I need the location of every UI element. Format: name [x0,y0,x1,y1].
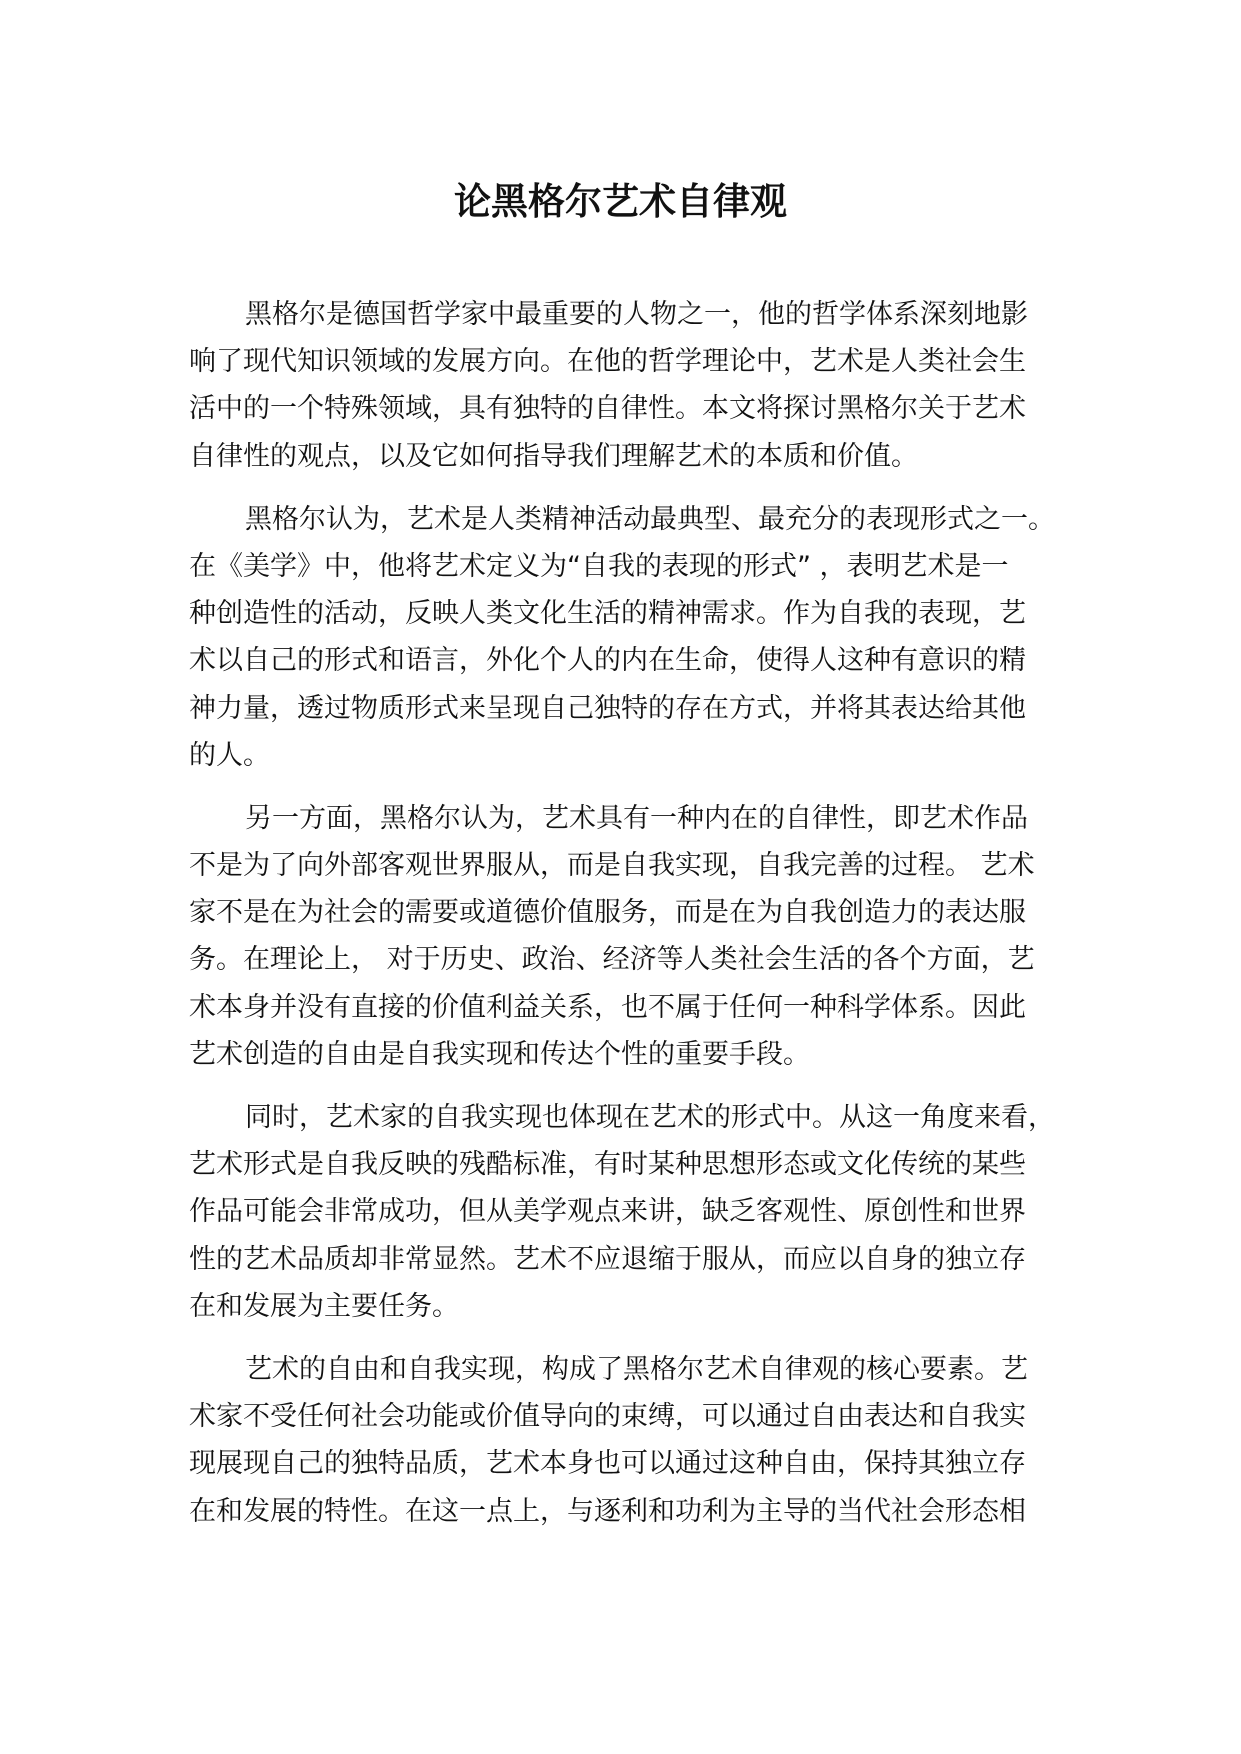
paragraph-line: 在和发展的特性。在这一点上，与逐利和功利为主导的当代社会形态相 [189,1495,1026,1527]
paragraph-line: 另一方面，黑格尔认为，艺术具有一种内在的自律性，即艺术作品 [245,802,1028,834]
paragraph-line: 不是为了向外部客观世界服从，而是自我实现，自我完善的过程。 艺术 [189,850,1035,882]
paragraph-line: 同时，艺术家的自我实现也体现在艺术的形式中。从这一角度来看， [245,1102,1055,1133]
paragraph-line: 家不是在为社会的需要或道德价值服务，而是在为自我创造力的表达服 [189,897,1026,929]
paragraph-4 [189,1094,1089,1330]
paragraph-line: 术本身并没有直接的价值利益关系，也不属于任何一种科学体系。因此 [189,991,1026,1023]
paragraph-line: 活中的一个特殊领域，具有独特的自律性。本文将探讨黑格尔关于艺术 [189,393,1026,425]
paragraph-line: 黑格尔是德国哲学家中最重要的人物之一，他的哲学体系深刻地影 [245,299,1028,330]
document-body [189,291,1089,1551]
paragraph-2 [189,496,1089,779]
paragraph-line: 务。在理论上， 对于历史、政治、经济等人类社会生活的各个方面，艺 [189,944,1035,976]
paragraph-line: 黑格尔认为，艺术是人类精神活动最典型、最充分的表现形式之一。 [245,503,1055,535]
paragraph-line: 种创造性的活动，反映人类文化生活的精神需求。作为自我的表现，艺 [189,598,1026,630]
paragraph-line: 性的艺术品质却非常显然。艺术不应退缩于服从，而应以自身的独立存 [189,1243,1026,1275]
paragraph-line: 神力量，透过物质形式来呈现自己独特的存在方式，并将其表达给其他 [189,692,1026,724]
paragraph-3 [189,795,1089,1078]
paragraph-line: 术以自己的形式和语言，外化个人的内在生命，使得人这种有意识的精 [189,645,1026,677]
paragraph-line: 艺术的自由和自我实现，构成了黑格尔艺术自律观的核心要素。艺 [245,1353,1028,1385]
paragraph-line: 响了现代知识领域的发展方向。在他的哲学理论中，艺术是人类社会生 [189,346,1026,378]
paragraph-line: 术家不受任何社会功能或价值导向的束缚，可以通过自由表达和自我实 [189,1401,1026,1433]
paragraph-line: 现展现自己的独特品质，艺术本身也可以通过这种自由，保持其独立存 [189,1448,1026,1480]
paragraph-1 [189,291,1089,480]
document-title: 论黑格尔艺术自律观 [454,180,787,223]
paragraph-line: 在《美学》中，他将艺术定义为“自我的表现的形式” ，表明艺术是一 [189,550,1009,582]
paragraph-5 [189,1346,1089,1535]
paragraph-line: 艺术创造的自由是自我实现和传达个性的重要手段。 [189,1038,810,1070]
paragraph-line: 艺术形式是自我反映的残酷标准，有时某种思想形态或文化传统的某些 [189,1149,1026,1181]
paragraph-line: 自律性的观点，以及它如何指导我们理解艺术的本质和价值。 [189,440,918,472]
paragraph-line: 作品可能会非常成功，但从美学观点来讲，缺乏客观性、原创性和世界 [189,1196,1026,1228]
paragraph-line: 的人。 [189,739,270,771]
paragraph-line: 在和发展为主要任务。 [189,1290,459,1322]
